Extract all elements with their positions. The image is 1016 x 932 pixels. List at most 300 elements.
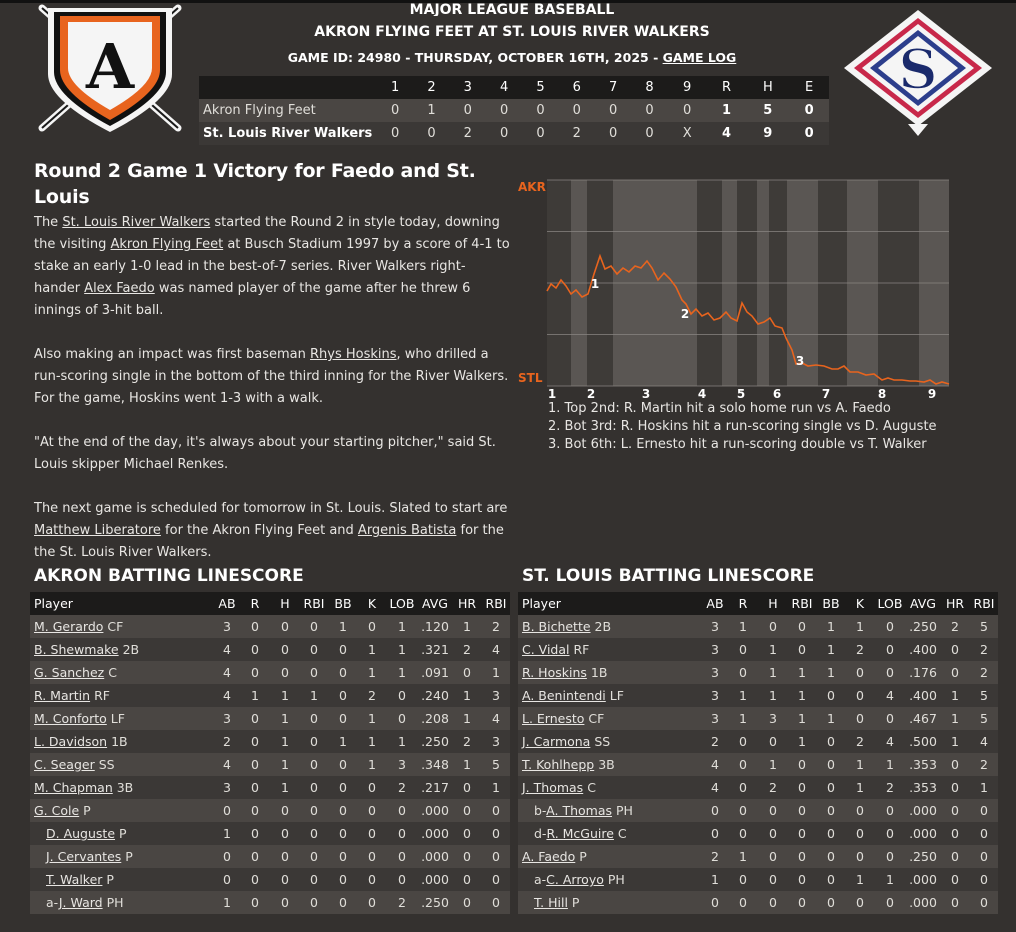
- stat-cell: 3: [492, 688, 500, 703]
- stat-cell: 1: [281, 711, 289, 726]
- stat-column-header: H: [280, 596, 290, 611]
- stat-cell: 4: [223, 665, 231, 680]
- stat-cell: 0: [339, 849, 347, 864]
- player-position: RF: [94, 688, 110, 703]
- player-cell: [30, 776, 214, 799]
- linescore-table: [199, 76, 829, 145]
- player-position: C: [108, 665, 117, 680]
- stat-cell: 1: [463, 711, 471, 726]
- batting-row: [30, 776, 510, 799]
- linescore-team-header: [199, 76, 377, 99]
- linescore-cell: 9: [763, 126, 773, 141]
- linescore-cell: 0: [645, 126, 654, 141]
- linescore-col-header: 9: [683, 80, 692, 95]
- akron-logo[interactable]: [34, 4, 186, 136]
- stat-cell: 0: [251, 757, 259, 772]
- player-cell: [30, 799, 214, 822]
- stlouis-logo-letter: S: [898, 37, 938, 101]
- player-position: LF: [110, 711, 125, 726]
- batting-row: [30, 684, 510, 707]
- stat-cell: 0: [251, 826, 259, 841]
- player-link[interactable]: T. Walker: [46, 872, 103, 887]
- player-link[interactable]: L. Ernesto: [522, 711, 585, 726]
- stat-column-header: AB: [706, 596, 724, 611]
- stat-cell: .353: [909, 757, 937, 772]
- linescore-col-header: 4: [500, 80, 509, 95]
- linescore-cell: 0: [391, 126, 400, 141]
- player-link[interactable]: A. Benintendi: [522, 688, 606, 703]
- game-id-text: GAME ID: 24980 - THURSDAY, OCTOBER 16TH, 2025 -: [287, 50, 663, 65]
- stat-cell: 0: [368, 849, 376, 864]
- stat-cell: .321: [421, 642, 449, 657]
- stat-cell: 4: [223, 642, 231, 657]
- stat-cell: 2: [980, 642, 988, 657]
- stat-cell: 1: [951, 711, 959, 726]
- player-link[interactable]: J. Carmona: [522, 734, 591, 749]
- chart-note-1: 1. Top 2nd: R. Martin hit a solo home run vs A. Faedo: [548, 401, 891, 416]
- player-link[interactable]: G. Cole: [34, 803, 80, 818]
- linescore-col-header: 6: [572, 80, 581, 95]
- stat-cell: 0: [827, 734, 835, 749]
- stat-cell: 1: [368, 757, 376, 772]
- player-link[interactable]: J. Ward: [58, 895, 103, 910]
- linescore-cell: 0: [536, 126, 545, 141]
- stlouis-logo[interactable]: [842, 8, 994, 138]
- player-position: RF: [573, 642, 590, 657]
- linescore-team-name: Akron Flying Feet: [203, 103, 316, 118]
- player-position: PH: [106, 895, 124, 910]
- player-column-header: Player: [34, 596, 73, 611]
- player-position: P: [571, 895, 580, 910]
- player-position: PH: [616, 803, 633, 818]
- inning-tick-label: 7: [821, 387, 831, 401]
- player-link[interactable]: C. Arroyo: [546, 872, 604, 887]
- stat-cell: 5: [492, 757, 500, 772]
- player-cell: [30, 730, 214, 753]
- stat-cell: 1: [980, 780, 988, 795]
- player-position: P: [119, 826, 127, 841]
- stat-cell: 0: [492, 803, 500, 818]
- event-marker: 1: [590, 277, 600, 291]
- stat-cell: 1: [492, 780, 500, 795]
- stat-cell: 0: [251, 803, 259, 818]
- stat-cell: 1: [951, 734, 959, 749]
- stat-cell: 1: [281, 757, 289, 772]
- stat-cell: 0: [251, 711, 259, 726]
- game-log-link[interactable]: GAME LOG: [662, 50, 737, 65]
- stat-cell: 1: [711, 872, 719, 887]
- player-link[interactable]: T. Hill: [534, 895, 568, 910]
- stat-cell: 0: [339, 688, 347, 703]
- league-title: MAJOR LEAGUE BASEBALL: [409, 2, 615, 16]
- text-span: The next game is scheduled for tomorrow in St. Louis. Slated to start are: [34, 501, 508, 516]
- player-link[interactable]: M. Conforto: [34, 711, 107, 726]
- player-cell: [30, 753, 214, 776]
- player-position: CF: [588, 711, 605, 726]
- stat-cell: 1: [886, 757, 894, 772]
- player-position: SS: [98, 757, 115, 772]
- player-cell: [30, 707, 214, 730]
- stat-cell: 1: [798, 734, 806, 749]
- player-cell: [518, 891, 702, 914]
- linescore-cell: 2: [463, 126, 472, 141]
- stat-cell: 2: [886, 780, 894, 795]
- stat-cell: 0: [463, 872, 471, 887]
- stat-cell: 0: [398, 803, 406, 818]
- stat-cell: 4: [886, 734, 894, 749]
- stat-cell: .467: [909, 711, 937, 726]
- stat-cell: 1: [739, 688, 747, 703]
- batting-row: [30, 799, 510, 822]
- stat-cell: 3: [711, 665, 719, 680]
- linescore-col-header: H: [762, 80, 773, 95]
- stat-cell: 0: [886, 849, 894, 864]
- team-link-akron[interactable]: Akron Flying Feet: [110, 237, 224, 252]
- stat-cell: 1: [769, 757, 777, 772]
- player-cell: [518, 753, 702, 776]
- stat-cell: .400: [909, 642, 937, 657]
- inning-tick-label: 2: [586, 387, 596, 401]
- stat-cell: 0: [368, 619, 376, 634]
- player-position: CF: [107, 619, 124, 634]
- player-cell: [30, 822, 214, 845]
- stat-cell: 0: [951, 757, 959, 772]
- linescore-cell: 4: [722, 126, 732, 141]
- stat-cell: 0: [827, 780, 835, 795]
- player-link[interactable]: M. Chapman: [34, 780, 113, 795]
- stat-cell: 1: [339, 734, 347, 749]
- linescore-cell: X: [682, 126, 692, 141]
- stat-cell: .000: [909, 895, 937, 910]
- stat-cell: 3: [711, 642, 719, 657]
- player-link[interactable]: L. Davidson: [34, 734, 108, 749]
- player-link[interactable]: T. Kohlhepp: [522, 757, 595, 772]
- stat-cell: 1: [463, 619, 471, 634]
- batting-row: [518, 707, 998, 730]
- stat-cell: 0: [739, 734, 747, 749]
- stat-cell: 3: [769, 711, 777, 726]
- stat-cell: 0: [856, 665, 864, 680]
- stat-cell: 0: [339, 895, 347, 910]
- stat-cell: 4: [492, 642, 500, 657]
- akron-batting-table: [30, 592, 510, 914]
- batting-row: [30, 845, 510, 868]
- stat-cell: 0: [368, 780, 376, 795]
- player-link[interactable]: C. Vidal: [522, 642, 570, 657]
- stat-cell: .000: [909, 803, 937, 818]
- player-position: P: [125, 849, 133, 864]
- linescore-cell: 0: [804, 103, 814, 118]
- batting-row: [518, 868, 998, 891]
- player-cell: [518, 707, 702, 730]
- stat-cell: 0: [310, 803, 318, 818]
- stat-cell: 0: [739, 757, 747, 772]
- stat-column-header: BB: [822, 596, 840, 611]
- stat-cell: 0: [739, 895, 747, 910]
- stat-cell: 0: [310, 734, 318, 749]
- stat-cell: 1: [769, 688, 777, 703]
- stat-cell: 0: [251, 642, 259, 657]
- stat-cell: 0: [951, 826, 959, 841]
- linescore-cell: 0: [683, 103, 692, 118]
- stat-cell: 0: [827, 895, 835, 910]
- stat-cell: 0: [980, 872, 988, 887]
- stat-cell: 5: [980, 619, 988, 634]
- text-span: started the Round 2 in style today, downing the visiting: [34, 215, 500, 252]
- stat-cell: 0: [281, 619, 289, 634]
- stat-cell: 2: [398, 895, 406, 910]
- stat-cell: 2: [368, 688, 376, 703]
- stat-cell: .000: [421, 849, 449, 864]
- stat-cell: 0: [951, 895, 959, 910]
- batting-row: [518, 730, 998, 753]
- stat-cell: 0: [827, 872, 835, 887]
- player-cell: [30, 868, 214, 891]
- stat-cell: 0: [251, 895, 259, 910]
- chart-notes: [548, 400, 937, 454]
- stat-cell: .208: [421, 711, 449, 726]
- stat-cell: 0: [339, 711, 347, 726]
- stat-cell: 0: [798, 642, 806, 657]
- stat-cell: 0: [739, 826, 747, 841]
- stat-cell: 1: [827, 665, 835, 680]
- stat-column-header: RBI: [791, 596, 813, 611]
- linescore-col-header: 1: [391, 80, 400, 95]
- stat-cell: 1: [398, 734, 406, 749]
- player-link-alex-faedo[interactable]: Alex Faedo: [84, 281, 155, 296]
- player-link[interactable]: B. Bichette: [522, 619, 591, 634]
- stat-cell: 0: [251, 734, 259, 749]
- player-link[interactable]: A. Faedo: [522, 849, 576, 864]
- stat-cell: 0: [368, 895, 376, 910]
- batting-row: [30, 822, 510, 845]
- stat-cell: 0: [951, 872, 959, 887]
- stat-cell: 0: [856, 688, 864, 703]
- batting-row: [30, 730, 510, 753]
- stat-cell: 0: [310, 895, 318, 910]
- linescore-col-header: 3: [463, 80, 472, 95]
- player-position: C: [617, 826, 627, 841]
- player-link[interactable]: A. Thomas: [546, 803, 613, 818]
- stat-cell: 0: [251, 780, 259, 795]
- stat-cell: 0: [886, 895, 894, 910]
- stat-cell: .250: [421, 734, 449, 749]
- text-span: was named player of the game after he threw 6 innings of 3-hit ball.: [34, 281, 471, 318]
- stat-cell: 0: [856, 895, 864, 910]
- player-position: 3B: [598, 757, 615, 772]
- stat-cell: 2: [856, 734, 864, 749]
- stat-cell: 0: [281, 826, 289, 841]
- player-link[interactable]: R. Hoskins: [522, 665, 587, 680]
- linescore-cell: 0: [804, 126, 814, 141]
- stat-cell: 0: [980, 803, 988, 818]
- stat-cell: 0: [310, 711, 318, 726]
- stat-cell: 0: [398, 849, 406, 864]
- batting-row: [518, 891, 998, 914]
- stat-cell: 0: [886, 826, 894, 841]
- stat-cell: 0: [711, 826, 719, 841]
- sub-prefix: a-: [534, 872, 547, 887]
- stat-cell: 0: [739, 872, 747, 887]
- player-link[interactable]: R. McGuire: [546, 826, 614, 841]
- player-position: P: [106, 872, 114, 887]
- linescore-col-header: 7: [608, 80, 618, 95]
- linescore-header-row: [199, 76, 829, 99]
- stat-cell: 2: [951, 619, 959, 634]
- stat-column-header: LOB: [389, 596, 415, 611]
- inning-tick-label: 1: [547, 387, 557, 401]
- linescore-cell: 0: [427, 126, 436, 141]
- stat-cell: 0: [281, 849, 289, 864]
- linescore-cell: 0: [572, 103, 581, 118]
- stat-cell: 0: [827, 849, 835, 864]
- stat-cell: 0: [739, 803, 747, 818]
- stat-cell: 0: [769, 849, 777, 864]
- player-link-rhys-hoskins[interactable]: Rhys Hoskins: [310, 347, 397, 362]
- player-cell: [30, 661, 214, 684]
- stat-cell: 1: [281, 734, 289, 749]
- stat-cell: 0: [951, 642, 959, 657]
- batting-row: [518, 753, 998, 776]
- stat-cell: 1: [856, 780, 864, 795]
- stat-cell: 0: [463, 895, 471, 910]
- stat-cell: 0: [827, 826, 835, 841]
- stat-cell: 3: [492, 734, 500, 749]
- player-cell: [30, 684, 214, 707]
- player-cell: [518, 661, 702, 684]
- stat-cell: .353: [909, 780, 937, 795]
- stat-cell: 2: [980, 757, 988, 772]
- player-position: 2B: [594, 619, 612, 634]
- stat-cell: .250: [909, 619, 937, 634]
- stat-cell: 3: [711, 619, 719, 634]
- stat-cell: 0: [398, 872, 406, 887]
- stat-cell: 1: [856, 619, 864, 634]
- stat-cell: 1: [827, 619, 835, 634]
- stat-cell: 0: [310, 619, 318, 634]
- stat-cell: 0: [856, 849, 864, 864]
- stat-cell: 0: [798, 780, 806, 795]
- player-link-argenis-batista[interactable]: Argenis Batista: [357, 523, 457, 538]
- stat-cell: 0: [739, 780, 747, 795]
- batting-row: [518, 845, 998, 868]
- linescore-cell: 0: [645, 103, 654, 118]
- matchup-title: AKRON FLYING FEET AT ST. LOUIS RIVER WALKERS: [314, 24, 710, 40]
- player-column-header: Player: [522, 596, 561, 611]
- stat-cell: 3: [711, 711, 719, 726]
- stat-cell: 0: [339, 826, 347, 841]
- player-link[interactable]: D. Auguste: [46, 826, 116, 841]
- stat-cell: 0: [310, 780, 318, 795]
- player-cell: [30, 891, 214, 914]
- stat-cell: 1: [310, 688, 318, 703]
- batting-row: [518, 684, 998, 707]
- stat-cell: 0: [368, 803, 376, 818]
- team-link-stlouis[interactable]: St. Louis River Walkers: [62, 215, 211, 230]
- player-link[interactable]: G. Sanchez: [34, 665, 105, 680]
- player-position: 3B: [116, 780, 134, 795]
- player-link[interactable]: R. Martin: [34, 688, 91, 703]
- player-position: 1B: [111, 734, 128, 749]
- stat-cell: 2: [398, 780, 406, 795]
- stat-column-header: AVG: [422, 596, 448, 611]
- player-cell: [518, 845, 702, 868]
- stat-cell: 2: [769, 780, 777, 795]
- stat-cell: 0: [980, 895, 988, 910]
- linescore-col-header: 5: [536, 80, 545, 95]
- stat-cell: .120: [421, 619, 449, 634]
- stlouis-batting-header-row: [518, 592, 998, 615]
- stat-cell: 1: [368, 665, 376, 680]
- stat-cell: 2: [492, 619, 500, 634]
- player-position: PH: [607, 872, 625, 887]
- stat-cell: 1: [223, 895, 231, 910]
- game-story: [34, 158, 510, 586]
- stat-cell: 0: [339, 642, 347, 657]
- stat-cell: 4: [492, 711, 500, 726]
- batting-row: [518, 776, 998, 799]
- player-link[interactable]: B. Shewmake: [34, 642, 119, 657]
- stat-cell: 0: [769, 734, 777, 749]
- player-position: 2B: [122, 642, 140, 657]
- stat-cell: 4: [886, 688, 894, 703]
- batting-row: [30, 753, 510, 776]
- stlouis-batting-title: ST. LOUIS BATTING LINESCORE: [522, 566, 815, 586]
- stat-cell: 2: [463, 642, 471, 657]
- stat-cell: 0: [798, 895, 806, 910]
- stat-cell: 1: [739, 711, 747, 726]
- stat-cell: 3: [223, 780, 231, 795]
- player-link[interactable]: C. Seager: [34, 757, 95, 772]
- linescore-cell: 0: [500, 103, 509, 118]
- stat-cell: 0: [827, 757, 835, 772]
- stat-cell: 0: [886, 803, 894, 818]
- player-link[interactable]: J. Thomas: [522, 780, 584, 795]
- stat-cell: 0: [711, 895, 719, 910]
- stat-cell: 1: [223, 826, 231, 841]
- stat-cell: 0: [251, 619, 259, 634]
- stat-cell: 0: [492, 849, 500, 864]
- linescore-cell: 0: [536, 103, 545, 118]
- player-position: SS: [594, 734, 611, 749]
- stat-cell: 0: [856, 711, 864, 726]
- inning-tick-label: 3: [641, 387, 651, 401]
- stat-cell: 0: [886, 619, 894, 634]
- chart-label-akr: AKR: [518, 180, 546, 194]
- stat-column-header: K: [855, 596, 865, 611]
- batting-row: [30, 891, 510, 914]
- linescore-col-header: 8: [645, 80, 654, 95]
- stat-cell: .240: [421, 688, 449, 703]
- event-marker: 2: [680, 307, 690, 321]
- stat-cell: 3: [711, 688, 719, 703]
- stat-cell: 0: [886, 642, 894, 657]
- player-position: P: [83, 803, 91, 818]
- stat-cell: 1: [856, 757, 864, 772]
- linescore-row: [199, 99, 829, 122]
- story-paragraph-2: [34, 344, 510, 410]
- stat-column-header: RBI: [973, 596, 995, 611]
- linescore-team-name: St. Louis River Walkers: [203, 126, 373, 141]
- stat-cell: .400: [909, 688, 937, 703]
- stat-column-header: HR: [945, 596, 965, 611]
- stat-cell: 1: [398, 619, 406, 634]
- stat-cell: 4: [711, 780, 719, 795]
- stat-cell: 0: [798, 757, 806, 772]
- player-link-matthew-liberatore[interactable]: Matthew Liberatore: [34, 523, 161, 538]
- player-link[interactable]: J. Cervantes: [46, 849, 122, 864]
- player-link[interactable]: M. Gerardo: [34, 619, 104, 634]
